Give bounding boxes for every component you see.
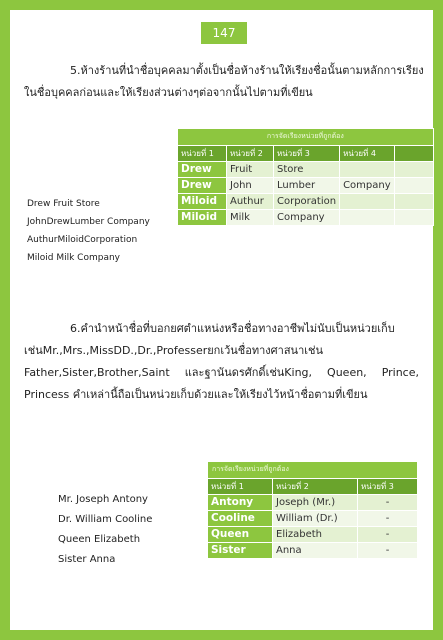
- list-item: Sister Anna: [58, 554, 116, 565]
- t2-header-1: หน่วยที่ 1: [208, 479, 273, 495]
- section5-paragraph: [24, 60, 424, 104]
- t1-header-2: หน่วยที่ 2: [227, 146, 274, 162]
- t2-cell: Cooline: [208, 511, 273, 527]
- t2-header-3: หน่วยที่ 3: [358, 479, 418, 495]
- t1-header-4: หน่วยที่ 4: [340, 146, 395, 162]
- section6-name-list: [58, 490, 152, 570]
- t2-cell: Anna: [273, 543, 358, 559]
- section5-name-list: [27, 195, 150, 267]
- page-number: 147: [201, 22, 247, 44]
- t1-cell: John: [227, 178, 274, 194]
- t1-cell: Drew: [178, 162, 227, 178]
- section6-table-caption: การจัดเรียงหน่วยที่ถูกต้อง: [208, 462, 418, 479]
- t2-cell: Antony: [208, 495, 273, 511]
- t1-cell: Fruit: [227, 162, 274, 178]
- section5-text: 5.ห้างร้านที่นำชื่อบุคคลมาตั้งเป็นชื่อห้างร้านให้เรียงชื่อนั้นตามหลักการเรียงในชื่อบุคคลก่อนและให้เรียงส่วนต่างๆต่อจากนั้นไปตามที่เขียน: [24, 64, 424, 99]
- t2-cell: -: [358, 511, 418, 527]
- t1-header-1: หน่วยที่ 1: [178, 146, 227, 162]
- t2-header-2: หน่วยที่ 2: [273, 479, 358, 495]
- t1-cell: Lumber: [274, 178, 340, 194]
- t1-cell: Miloid: [178, 194, 227, 210]
- list-item: Miloid Milk Company: [27, 253, 121, 263]
- t1-cell: Miloid: [178, 210, 227, 226]
- t1-cell: Drew: [178, 178, 227, 194]
- t2-cell: -: [358, 543, 418, 559]
- t1-cell: Company: [274, 210, 340, 226]
- t1-cell: [340, 210, 395, 226]
- t1-cell: [394, 178, 433, 194]
- section6-text: 6.คำนำหน้าชื่อที่บอกยศตำแหน่งหรือชื่อทางอาชีพไม่นับเป็นหน่วยเก็บเช่นMr.,Mrs.,MissDD.,Dr.,Professerยกเว้นชื่อทางศาสนาเช่น Father,Sister,Brother,Saint และฐานันดรศักดิ์เช่นKing, Queen, Prince, Princess คำเหล่านี้ถือเป็นหน่วยเก็บด้วยและให้เรียงไว้หน้าชื่อตามที่เขียน: [24, 322, 419, 401]
- list-item: Drew Fruit Store: [27, 199, 100, 209]
- t1-cell: [394, 162, 433, 178]
- t1-cell: [394, 194, 433, 210]
- list-item: Queen Elizabeth: [58, 534, 141, 545]
- t1-header-5: [394, 146, 433, 162]
- t1-cell: [340, 162, 395, 178]
- section5-table-caption: การจัดเรียงหน่วยที่ถูกต้อง: [178, 129, 434, 146]
- t1-cell: Corporation: [274, 194, 340, 210]
- section5-table: [177, 128, 434, 226]
- t2-cell: Sister: [208, 543, 273, 559]
- list-item: AuthurMiloidCorporation: [27, 235, 138, 245]
- t2-cell: -: [358, 495, 418, 511]
- section6-paragraph: [24, 318, 419, 406]
- t2-cell: William (Dr.): [273, 511, 358, 527]
- t2-cell: Joseph (Mr.): [273, 495, 358, 511]
- t2-cell: -: [358, 527, 418, 543]
- t2-cell: Queen: [208, 527, 273, 543]
- list-item: JohnDrewLumber Company: [27, 217, 150, 227]
- t1-cell: [394, 210, 433, 226]
- t1-cell: Authur: [227, 194, 274, 210]
- section6-table: [207, 461, 418, 559]
- list-item: Mr. Joseph Antony: [58, 494, 148, 505]
- list-item: Dr. William Cooline: [58, 514, 153, 525]
- t1-cell: Company: [340, 178, 395, 194]
- t1-cell: Milk: [227, 210, 274, 226]
- t1-cell: [340, 194, 395, 210]
- t1-header-3: หน่วยที่ 3: [274, 146, 340, 162]
- t1-cell: Store: [274, 162, 340, 178]
- t2-cell: Elizabeth: [273, 527, 358, 543]
